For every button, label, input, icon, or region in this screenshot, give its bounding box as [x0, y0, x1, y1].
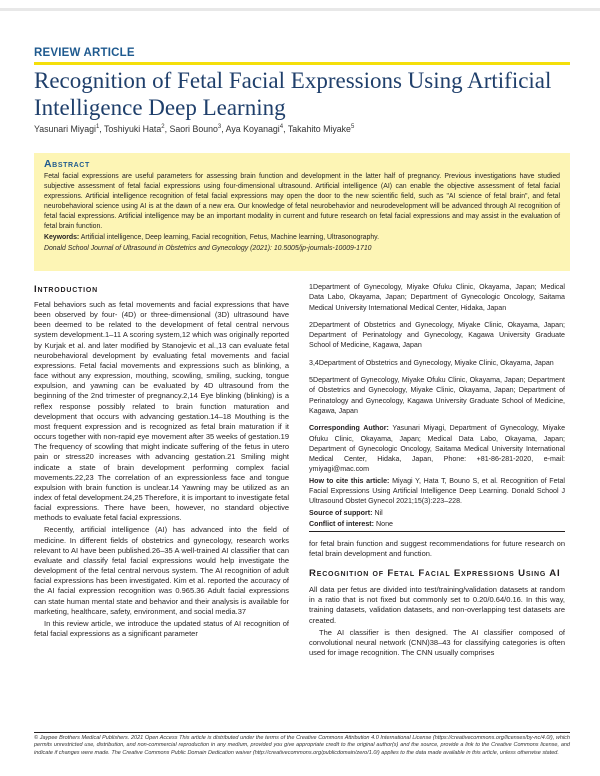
author-name: Takahito Miyake [287, 124, 351, 134]
corresponding-author-text: Yasunari Miyagi, Department of Gynecology, Miyake Ofuku Clinic, Okayama, Japan; Medical Data Labo, Okayama, Japan; Department of Gynecologic Oncology, Saitama Medical University International Medical Center, Hidaka, Japan, Phone: +81-86-281-2020, e-mail: ymiyagi@mac.com [309, 424, 566, 474]
body-paragraph: All data per fetus are divided into test/training/validation datasets at random in a ratio that is not fixed but commonly set to 0.20/0.64/0.16. In this way, training datasets, validation datasets, and non-overlapping test datasets are created. [309, 584, 565, 625]
keywords-label: Keywords: [44, 234, 80, 242]
license-footer: © Jaypee Brothers Medical Publishers. 2021 Open Access This article is distributed under the terms of the Creative Commons Attribution 4.0 International License (https://creativecommons.org/licenses/by-nc/4.0/), which permits unrestricted use, distribution, and non-commercial reproduction in any medium, provided you give appropriate credit to the original author(s) and the source, provide a link to the Creative Commons license, and indicate if changes were made. The Creative Commons Public Domain Dedication waiver (http://creativecommons.org/publicdomain/zero/1.0/) applies to the data made available in this article, unless otherwise stated. [34, 735, 570, 756]
abstract-body: Fetal facial expressions are useful parameters for assessing brain function and development in the latter half of pregnancy. Previous investigations have studied subjective assessment of fetal facial expressions using four-dimensional ultrasound. Artificial intelligence (AI) can enable the objective assessment of fetal facial expressions. Artificial intelligence recognition of fetal facial expressions may open the door to the new scientific field, such as "AI science of fetal brain", and fetal neurobehavioral science using AI is at the dawn of a new era. Our knowledge of fetal neurobehavior and neurodevelopment will be advanced through AI recognition of fetal facial expressions. Artificial intelligence may be an important modality in current and future research on fetal facial expressions and may assist in the evaluation of fetal brain function. [44, 173, 560, 230]
author-sep: , [221, 124, 226, 134]
affiliation: 5Department of Gynecology, Miyake Ofuku Clinic, Okayama, Japan; Department of Obstetrics and Gynecology, Miyake Clinic, Okayama, Japan; Department of Perinatology and Gynecology, Kagawa University Graduate School of Medicine, Kagawa, Japan [309, 376, 565, 415]
author-sup: 2 [161, 124, 165, 131]
top-stripe [0, 8, 600, 11]
abstract-heading: Abstract [44, 158, 90, 170]
source-of-support [309, 508, 565, 518]
body-paragraph: for fetal brain function and suggest recommendations for future research on fetal brain development and function. [309, 539, 565, 559]
keywords [44, 233, 560, 243]
introduction-heading: Introduction [34, 284, 98, 295]
conflict-of-interest-label: Conflict of interest: [309, 519, 375, 528]
affiliations-block [309, 282, 565, 530]
affiliation: 2Department of Obstetrics and Gynecology, Miyake Clinic, Okayama, Japan; Department of Perinatology and Gynecology, Kagawa University Graduate School of Medicine, Kagawa, Japan [309, 320, 565, 350]
author-sup: 1 [95, 124, 100, 131]
author-name: Yasunari Miyagi [34, 124, 96, 134]
affiliation: 1Department of Gynecology, Miyake Ofuku Clinic, Okayama, Japan; Medical Data Labo, Okayama, Japan; Department of Gynecologic Oncology, Saitama Medical University International Medical Center, Hidaka, Japan [309, 283, 565, 312]
affiliation: 3,4Department of Obstetrics and Gynecology, Miyake Clinic, Okayama, Japan [309, 358, 554, 367]
body-paragraph: The AI classifier is then designed. The AI classifier composed of convolutional neural network (CNN)38–43 for classifying categories is often used for image recognition. The CNN usually comprises [309, 627, 565, 658]
introduction-paragraph: Fetal behaviors such as fetal movements and facial expressions that have been observed by four- (4D) or three-dimensional (3D) ultrasound have been deemed to be related to the development of fetal central nervous system development.1–11 A scoring system,12 which was originally reported by Kurjak et al. and later modified by Stanojevic et al.,13 can evaluate fetal neurobehavioral development by evaluating fetal movements and facial expressions. Fetal facial movements and expressions such as blinking, a face without any expression, mouthing, scowling, smiling, sucking, tongue expulsion, and yawning can be evaluated by 4D ultrasound from the beginning of the 2nd trimester of pregnancy.2,14 Eye blinking (blinking) is a reflex response possibly related to brain function maturation and development that occurs with advancing gestation.14–18 Mouthing is the most frequent expression and is recognized as fetal brain maturation if it occurs together with non-rapid eye movement after 35 weeks of gestation.19 The frequency of scowling that might indicate suffering of the fetus in utero pain or stress20 increases with advancing gestation.21 Smiling might indicate a state of brain development performing complex facial movements.22,23 The correlation of an expressionless face and tongue expulsion with brain function is unclear.14 Yawning may be utilized as an index of fetal development.24,25 Therefore, it is important to investigate fetal facial expressions. There have been, however, no standard objective methods to evaluate fetal facial expressions. [34, 300, 289, 523]
author-sep: , [164, 124, 170, 134]
article-type-label: REVIEW ARTICLE [34, 47, 135, 59]
author-sep: , [283, 124, 288, 134]
corresponding-author [309, 423, 565, 474]
source-of-support-text: Nil [374, 508, 383, 517]
how-to-cite-text: Miyagi Y, Hata T, Bouno S, et al. Recognition of Fetal Facial Expressions Using Artificial Intelligence Deep Learning. Donald School J Ultrasound Obstet Gynecol 2021;15(3):223–228. [309, 476, 566, 506]
introduction-paragraph: Recently, artificial intelligence (AI) has advanced into the field of medicine. In different fields of obstetrics and gynecology, research works relevant to AI have been published.26–35 A well-trained AI classifier that can evaluate and classify fetal facial expressions would help investigate the development of the fetal central nervous system. The AI recognition of adult facial expressions has been investigated. Kim et al. reported the accuracy of the AI facial expression recognition was 0.965.36 Adult facial expressions can state human mental state and behavior and their analysis is available for marketing, healthcare, safety, environment, and social media.37 [34, 525, 289, 616]
author-sup: 4 [279, 124, 284, 131]
section-heading: Recognition of Fetal Facial Expressions Using AI [309, 568, 561, 580]
author-name: Saori Bouno [169, 124, 218, 134]
author-name: Aya Koyanagi [225, 124, 280, 134]
author-sep: , [99, 124, 105, 134]
conflict-of-interest [309, 519, 565, 529]
corresponding-author-label: Corresponding Author: [309, 424, 389, 433]
author-list [34, 124, 354, 134]
keywords-text: Artificial intelligence, Deep learning, Facial recognition, Fetus, Machine learning, Ultrasonography. [80, 234, 380, 242]
left-column [34, 283, 289, 641]
journal-citation: Donald School Journal of Ultrasound in Obstetrics and Gynecology (2021): 10.5005/jp-journals-10009-1710 [44, 245, 372, 253]
conflict-of-interest-text: None [376, 519, 393, 528]
author-sup: 3 [217, 124, 222, 131]
author-sup: 5 [350, 124, 355, 131]
how-to-cite-label: How to cite this article: [309, 476, 390, 485]
affiliation-divider [309, 531, 565, 532]
introduction-paragraph: In this review article, we introduce the updated status of AI recognition of fetal facial expressions as a significant parameter [34, 618, 289, 638]
author-name: Toshiyuki Hata [104, 124, 162, 134]
right-column-body [309, 539, 565, 660]
article-title: Recognition of Fetal Facial Expressions Using Artificial Intelligence Deep Learning [34, 68, 552, 120]
how-to-cite [309, 476, 565, 507]
footer-rule [34, 732, 570, 733]
source-of-support-label: Source of support: [309, 508, 373, 517]
article-type-rule [34, 62, 570, 65]
abstract-box [34, 153, 570, 271]
